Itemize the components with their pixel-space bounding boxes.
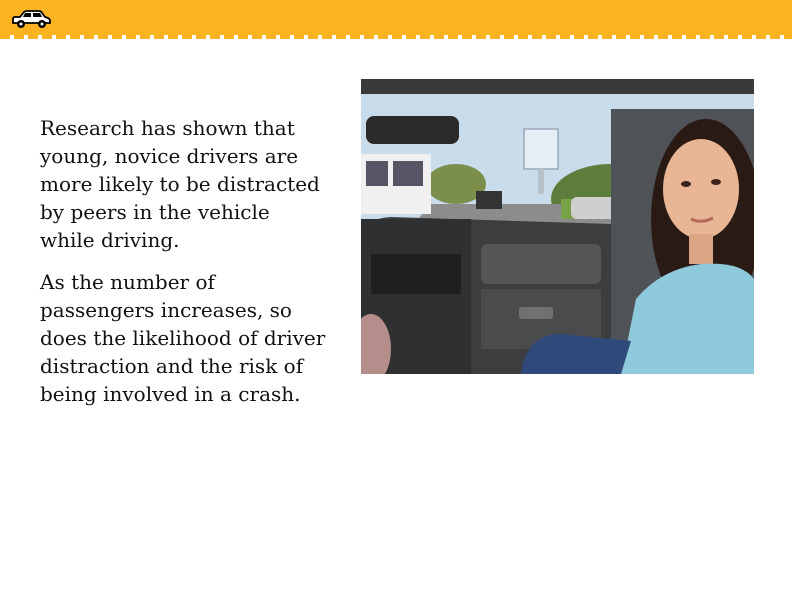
header-bar xyxy=(0,0,792,37)
teen-passenger-photo xyxy=(361,79,754,374)
paragraph-research: Research has shown that young, novice drivers are more likely to be distracted by peers in the vehicle while driving. xyxy=(40,116,320,252)
car-icon xyxy=(10,8,52,30)
header-dashed-border xyxy=(0,35,792,39)
paragraph-passengers: As the number of passengers increases, so does the likelihood of driver distraction and the risk of being involved in a crash. xyxy=(40,270,326,406)
body-text xyxy=(40,114,330,422)
